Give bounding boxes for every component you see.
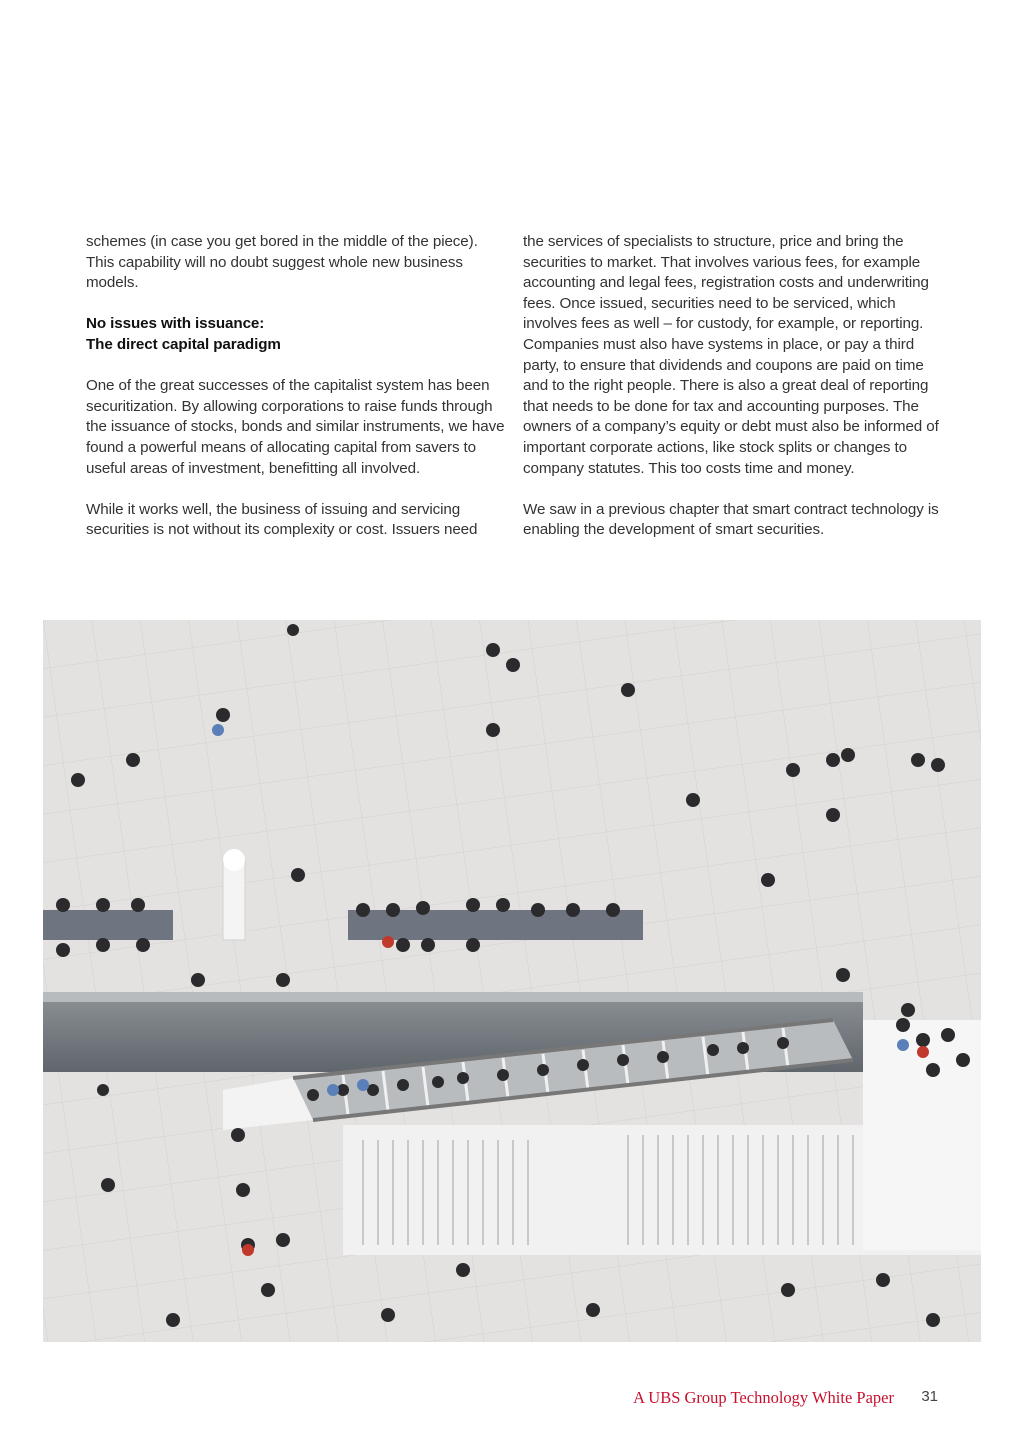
page-footer xyxy=(600,1388,960,1412)
body-paragraph: One of the great successes of the capitalist system has been securitization. By allowing corporations to raise funds through the issuance of stocks, bonds and similar instruments, we have found a powerful means of allocating capital from savers to useful areas of investment, benefitting all involved. xyxy=(86,377,505,477)
concourse-photo xyxy=(43,620,981,1342)
section-heading-line2: The direct capital paradigm xyxy=(86,335,281,353)
right-column xyxy=(523,232,943,562)
intro-paragraph: schemes (in case you get bored in the middle of the piece). This capability will no doubt suggest whole new business models. xyxy=(86,233,478,292)
body-paragraph: We saw in a previous chapter that smart contract technology is enabling the development of smart securities. xyxy=(523,500,939,539)
bench xyxy=(43,910,173,940)
section-heading-line1: No issues with issuance: xyxy=(86,315,265,333)
section-heading xyxy=(86,314,506,355)
page-number: 31 xyxy=(921,1388,938,1405)
body-paragraph: the services of specialists to structure, price and bring the securities to market. That involves various fees, for example accounting and legal fees, registration costs and underwriting fees. Once issued, securities need to be serviced, which involves fees as well – for custody, for example, or reporting. Companies must also have systems in place, or pay a third party, to ensure that dividends and coupons are paid on time and to the right people. There is also a great deal of reporting that needs to be done for tax and accounting purposes. The owners of a company’s equity or debt must also be informed of important corporate actions, like stock splits or changes to company statutes. This too costs time and money. xyxy=(523,233,939,477)
left-column xyxy=(86,232,506,562)
body-paragraph: While it works well, the business of issuing and servicing securities is not without its complexity or cost. Issuers need xyxy=(86,500,478,539)
publication-title: A UBS Group Technology White Paper xyxy=(633,1388,894,1407)
concourse-illustration xyxy=(43,620,981,1342)
